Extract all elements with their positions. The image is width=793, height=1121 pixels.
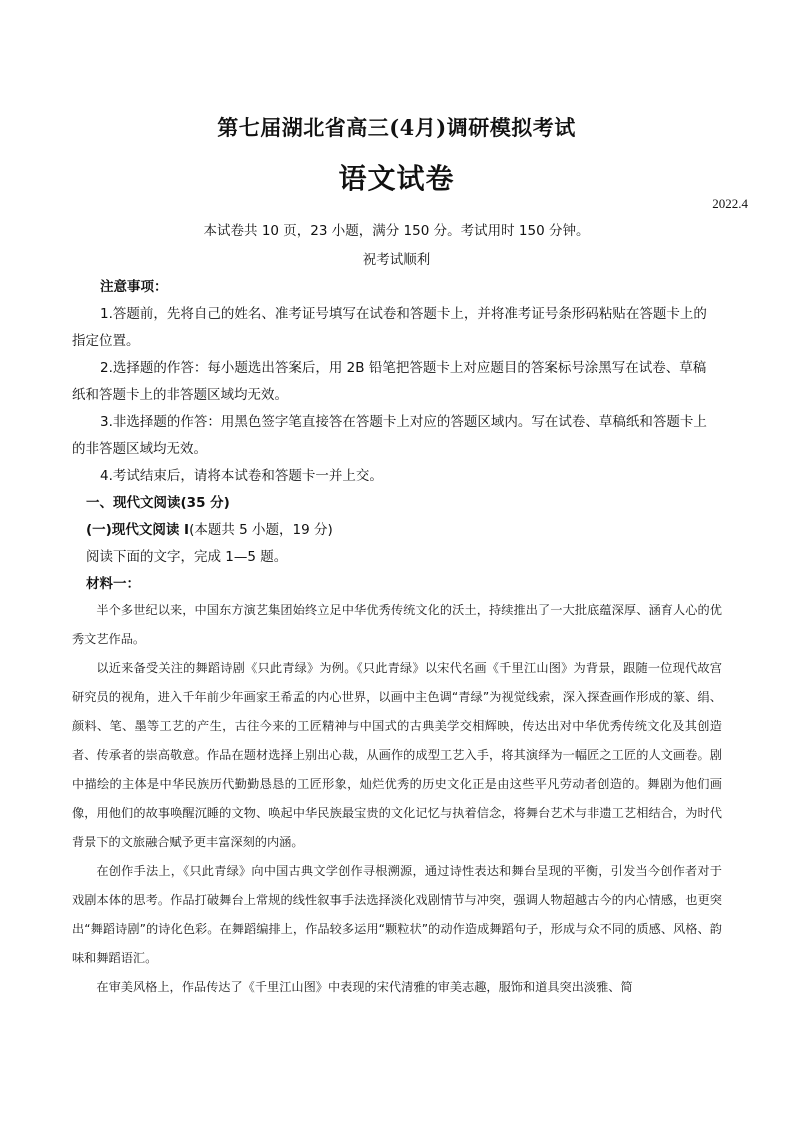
exam-date: 2022.4: [712, 196, 748, 211]
notes-heading: 注意事项：: [100, 279, 168, 295]
note-item-3-line-2: 的非答题区域均无效。: [72, 441, 207, 457]
note-item-2-line-2: 纸和答题卡上的非答题区域均无效。: [72, 387, 288, 403]
note-item-3-line-1: 3.非选择题的作答：用黑色签字笔直接答在答题卡上对应的答题区域内。写在试卷、草稿纸和答题卡上: [100, 414, 707, 430]
exam-title: 第七届湖北省高三(4月)调研模拟考试: [217, 115, 576, 140]
section-title: 一、现代文阅读(35 分): [86, 495, 230, 511]
note-item-4: 4.考试结束后，请将本试卷和答题卡一并上交。: [100, 468, 383, 484]
article-body: [72, 596, 722, 1002]
good-luck-line: 祝考试顺利: [362, 252, 431, 268]
note-item-2-line-1: 2.选择题的作答：每小题选出答案后，用 2B 铅笔把答题卡上对应题目的答案标号涂黑写在试卷、草稿: [100, 360, 707, 376]
article-paragraph: 以近来备受关注的舞蹈诗剧《只此青绿》为例。《只此青绿》以宋代名画《千里江山图》为背景，跟随一位现代故宫研究员的视角，进入千年前少年画家王希孟的内心世界，以画中主色调“青绿”为视觉线索，深入探查画作形成的篆、绢、颜料、笔、墨等工艺的产生，古往今来的工匠精神与中国式的古典美学交相辉映，传达出对中华优秀传统文化及其创造者、传承者的崇高敬意。作品在题材选择上别出心裁，从画作的成型工艺入手，将其演绎为一幅匠之工匠的人文画卷。剧中描绘的主体是中华民族历代勤勤恳恳的工匠形象，灿烂优秀的历史文化正是由这些平凡劳动者创造的。舞剧为他们画像，用他们的故事唤醒沉睡的文物、唤起中华民族最宝贵的文化记忆与执着信念，将舞台艺术与非遗工艺相结合，为时代背景下的文旅融合赋予更丰富深刻的内涵。: [72, 661, 722, 849]
subsection-title-rest: (本题共 5 小题，19 分): [189, 522, 333, 538]
reading-instruction: 阅读下面的文字，完成 1—5 题。: [86, 549, 288, 565]
exam-info: 本试卷共 10 页，23 小题，满分 150 分。考试用时 150 分钟。: [203, 223, 590, 239]
subsection-title: [86, 518, 333, 538]
note-item-1-line-1: 1.答题前，先将自己的姓名、准考证号填写在试卷和答题卡上，并将准考证号条形码粘贴在答题卡上的: [100, 306, 707, 322]
article-paragraph: 在创作手法上，《只此青绿》向中国古典文学创作寻根溯源，通过诗性表达和舞台呈现的平衡，引发当今创作者对于戏剧本体的思考。作品打破舞台上常规的线性叙事手法选择淡化戏剧情节与冲突，强调人物超越古今的内心情感，也更突出“舞蹈诗剧”的诗化色彩。在舞蹈编排上，作品较多运用“颗粒状”的动作造成舞蹈句子，形成与众不同的质感、风格、韵味和舞蹈语汇。: [72, 864, 722, 965]
subject-title: 语文试卷: [338, 162, 455, 195]
article-paragraph: 半个多世纪以来，中国东方演艺集团始终立足中华优秀传统文化的沃土，持续推出了一大批底蕴深厚、涵育人心的优秀文艺作品。: [72, 603, 722, 646]
material-label: 材料一：: [86, 576, 140, 592]
article-paragraph: 在审美风格上，作品传达了《千里江山图》中表现的宋代清雅的审美志趣，服饰和道具突出淡雅、简: [96, 980, 633, 994]
subsection-title-bold: (一)现代文阅读 I: [86, 522, 190, 538]
note-item-1-line-2: 指定位置。: [72, 333, 140, 349]
